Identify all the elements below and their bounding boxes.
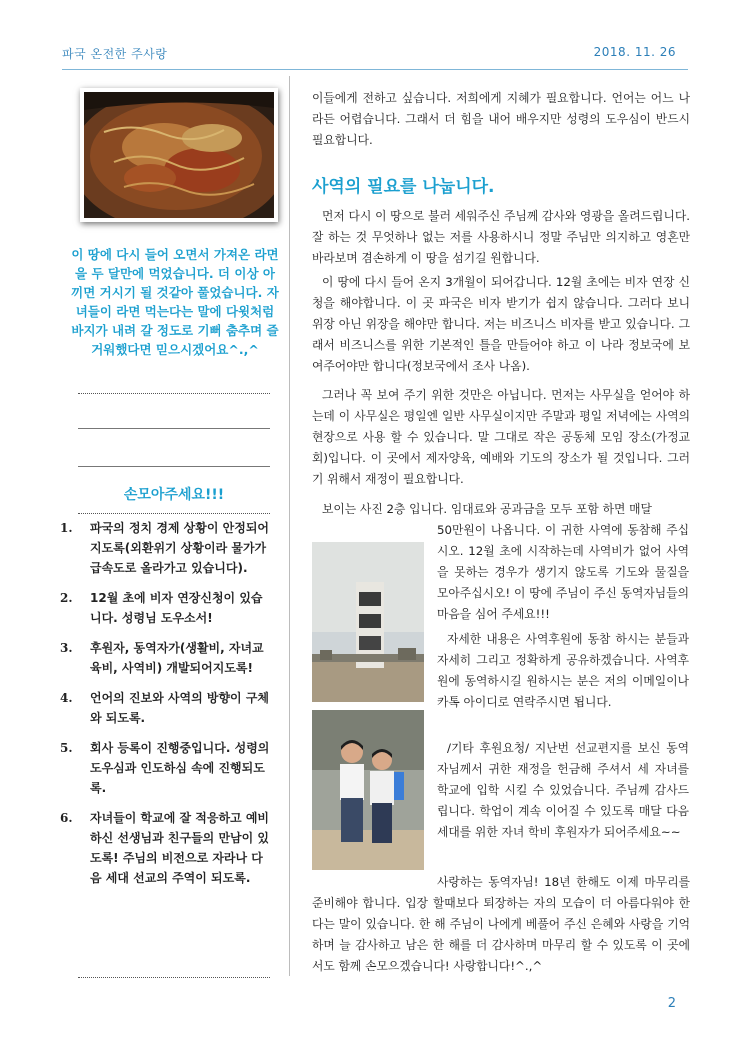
paragraph-support: 자세한 내용은 사역후원에 동참 하시는 분들과 자세히 그리고 정확하게 공유하겠습니다. 사역후원에 동역하시길 원하시는 분은 저의 이메일이나 카톡 아이디로 연락주시면 됩니다. bbox=[437, 632, 689, 709]
section-title: 사역의 필요를 나눕니다. bbox=[312, 177, 495, 197]
paragraph-visa: 이 땅에 다시 들어 온지 3개월이 되어갑니다. 12월 초에는 비자 연장 신청을 해야합니다. 이 곳 파국은 비자 받기가 쉽지 않습니다. 그러다 보니 위장 아닌 위장을 해야만 합니다. 저는 비즈니스 비자를 받고 있습니다. 그래서 비즈니스를 위한 기본적인 틀을 만들어야 하고 이 나라 정보국에 보여주어야만 합니다(정보국에서 조사 나옴). bbox=[312, 275, 690, 373]
prayer-item: 3. 후원자, 동역자가(생활비, 자녀교육비, 사역비) 개발되어지도록! bbox=[60, 641, 264, 675]
page-number: 2 bbox=[667, 996, 676, 1011]
header-date: 2018. 11. 26 bbox=[593, 45, 676, 59]
column-divider bbox=[289, 76, 290, 976]
dotted-divider bbox=[78, 393, 270, 394]
children-photo bbox=[312, 710, 424, 870]
header-title: 파국 온전한 주사랑 bbox=[62, 47, 168, 61]
paragraph-closing: 사랑하는 동역자님! 18년 한해도 이제 마무리를 준비해야 합니다. 입장 할때보다 퇴장하는 자의 모습이 더 아름다워야 한다는 말이 있습니다. 한 해 주님이 나에게 베풀어 주신 은혜와 사랑을 기억하며 늘 감사하고 남은 한 해를 더 감사하며 마무리 할 수 있도록 이 곳에서도 함께 손모으겠습니다! 사랑합니다!^.,^ bbox=[312, 875, 690, 973]
paragraph-tuition: /기타 후원요청/ 지난번 선교편지를 보신 동역자님께서 귀한 재정을 헌금해 주셔서 세 자녀를 학교에 입학 시킬 수 있었습니다. 주님께 감사드립니다. 학업이 계속 이어질 수 있도록 매달 다음 세대를 위한 자녀 학비 후원자가 되어주세요~~ bbox=[437, 741, 689, 839]
paragraph-thanks: 먼저 다시 이 땅으로 불러 세워주신 주님께 감사와 영광을 올려드립니다. 잘 하는 것 무엇하나 없는 저를 사용하시니 정말 주님만 의지하고 영혼만 바라보며 겸손하게 이 땅을 섬기길 원합니다. bbox=[312, 209, 690, 265]
prayer-requests-title: 손모아주세요!!! bbox=[123, 487, 225, 503]
prayer-list bbox=[60, 518, 272, 898]
paragraph-office: 그러나 꼭 보여 주기 위한 것만은 아닙니다. 먼저는 사무실을 얻어야 하는데 이 사무실은 평일엔 일반 사무실이지만 주말과 평일 저녁에는 사역의 현장으로 사용 할 수 있습니다. 말 그대로 작은 공동체 모임 장소(가정교회)입니다. 이 곳에서 제자양육, 예배와 기도의 장소가 될 것입니다. 그러기 위해서 재정이 필요합니다. bbox=[312, 388, 690, 486]
dotted-divider bbox=[78, 977, 270, 978]
prayer-item: 2. 12월 초에 비자 연장신청이 있습니다. 성령님 도우소서! bbox=[60, 591, 263, 625]
solid-divider bbox=[78, 428, 270, 429]
prayer-item: 1. 파국의 정치 경제 상황이 안정되어지도록(외환위기 상황이라 물가가 급속도로 올라가고 있습니다). bbox=[60, 521, 270, 575]
prayer-item: 6. 자녀들이 학교에 잘 적응하고 예비하신 선생님과 친구들의 만남이 있도록! 주님의 비전으로 자라나 다음 세대 선교의 주역이 되도록. bbox=[60, 811, 270, 885]
building-photo bbox=[312, 542, 424, 702]
dotted-divider bbox=[78, 513, 270, 514]
header-divider bbox=[62, 69, 688, 70]
ramen-pot-photo bbox=[80, 88, 278, 222]
intro-paragraph: 이들에게 전하고 싶습니다. 저희에게 지혜가 필요합니다. 언어는 어느 나라든 어렵습니다. 그래서 더 힘을 내어 배우지만 성령의 도우심이 반드시 필요합니다. bbox=[312, 91, 690, 147]
photo-caption: 이 땅에 다시 들어 오면서 가져온 라면을 두 달만에 먹었습니다. 더 이상 아끼면 거시기 될 것같아 풀었습니다. 자녀들이 라면 먹는다는 말에 다윗처럼 바지가 내려 갈 정도로 기뻐 춤추며 즐거워했다면 믿으시겠어요^.,^ bbox=[71, 247, 279, 357]
paragraph-rent-request: 50만원이 나옵니다. 이 귀한 사역에 동참해 주십시오. 12월 초에 시작하는데 사역비가 없어 사역을 못하는 경우가 생기지 않도록 기도와 물질을 모아주십시오! 이 땅에 주님이 주신 동역자님들의 마음을 심어 주세요!!! bbox=[437, 523, 689, 621]
prayer-item: 5. 회사 등록이 진행중입니다. 성령의 도우심과 인도하심 속에 진행되도록. bbox=[60, 741, 270, 795]
paragraph-rent-intro: 보이는 사진 2층 입니다. 임대료와 공과금을 모두 포함 하면 매달 bbox=[322, 502, 652, 516]
solid-divider bbox=[78, 466, 270, 467]
prayer-item: 4. 언어의 진보와 사역의 방향이 구체와 되도록. bbox=[60, 691, 270, 725]
